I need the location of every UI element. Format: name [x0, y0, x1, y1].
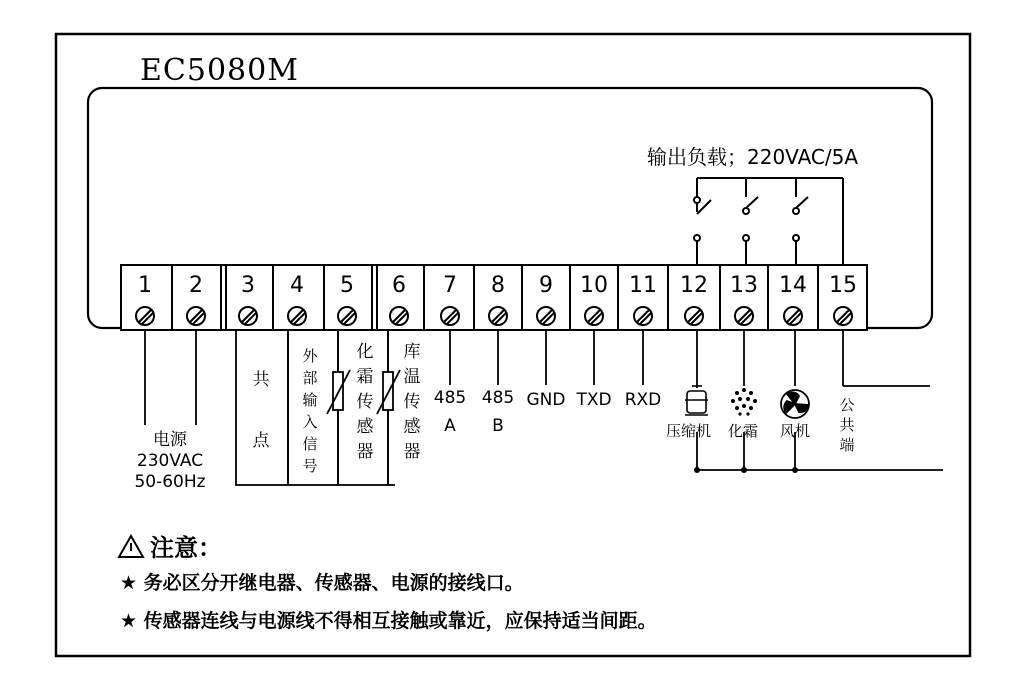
- power-label-line2: 230VAC: [136, 451, 204, 471]
- power-label-line1: 电源: [153, 430, 187, 450]
- terminal-6: 6: [392, 273, 406, 298]
- rs485-b-line1: 485: [481, 388, 515, 408]
- rs485-a-line1: 485: [433, 388, 467, 408]
- warning-icon: [119, 536, 143, 557]
- common-point-char2: 点: [252, 431, 270, 451]
- terminal-14: 14: [779, 273, 807, 298]
- terminal-12: 12: [680, 273, 708, 298]
- note-title: 注意：: [150, 534, 222, 562]
- defrost-icon: [731, 388, 757, 416]
- terminal-13: 13: [730, 273, 758, 298]
- defrost-label: 化霜: [728, 422, 759, 440]
- model-title: EC5080M: [140, 53, 299, 88]
- terminal-7: 7: [443, 273, 457, 298]
- terminal-4: 4: [290, 273, 304, 298]
- rs485-a-line2: A: [444, 416, 456, 436]
- terminal-15: 15: [829, 273, 857, 298]
- rs485-b-line2: B: [492, 416, 504, 436]
- terminal-8: 8: [491, 273, 505, 298]
- gnd-label: GND: [526, 390, 566, 410]
- terminal-5: 5: [340, 273, 354, 298]
- external-input-label: 外 部 输 入 信 号: [302, 347, 318, 475]
- defrost-sensor-label: 化 霜 传 感 器: [356, 342, 374, 462]
- terminal-9: 9: [539, 273, 553, 298]
- note-line-1: ★ 务必区分开继电器、传感器、电源的接线口。: [120, 572, 524, 594]
- room-sensor-label: 库 温 传 感 器: [403, 342, 421, 462]
- common-end-label: 公 共 端: [839, 396, 855, 454]
- terminal-3: 3: [241, 273, 255, 298]
- terminal-10: 10: [580, 273, 608, 298]
- terminal-1: 1: [138, 273, 152, 298]
- terminal-screws: [136, 307, 852, 325]
- power-label-line3: 50-60Hz: [134, 472, 206, 492]
- txd-label: TXD: [576, 390, 612, 410]
- output-load-label: 输出负载；220VAC/5A: [647, 145, 859, 169]
- fan-icon: [781, 390, 809, 418]
- compressor-icon: [685, 386, 708, 415]
- compressor-label: 压缩机: [666, 422, 712, 440]
- terminal-2: 2: [189, 273, 203, 298]
- fan-label: 风机: [780, 422, 811, 440]
- common-point-char1: 共: [252, 370, 270, 390]
- note-line-2: ★ 传感器连线与电源线不得相互接触或靠近，应保持适当间距。: [120, 610, 657, 632]
- terminal-11: 11: [629, 273, 657, 298]
- rxd-label: RXD: [624, 390, 662, 410]
